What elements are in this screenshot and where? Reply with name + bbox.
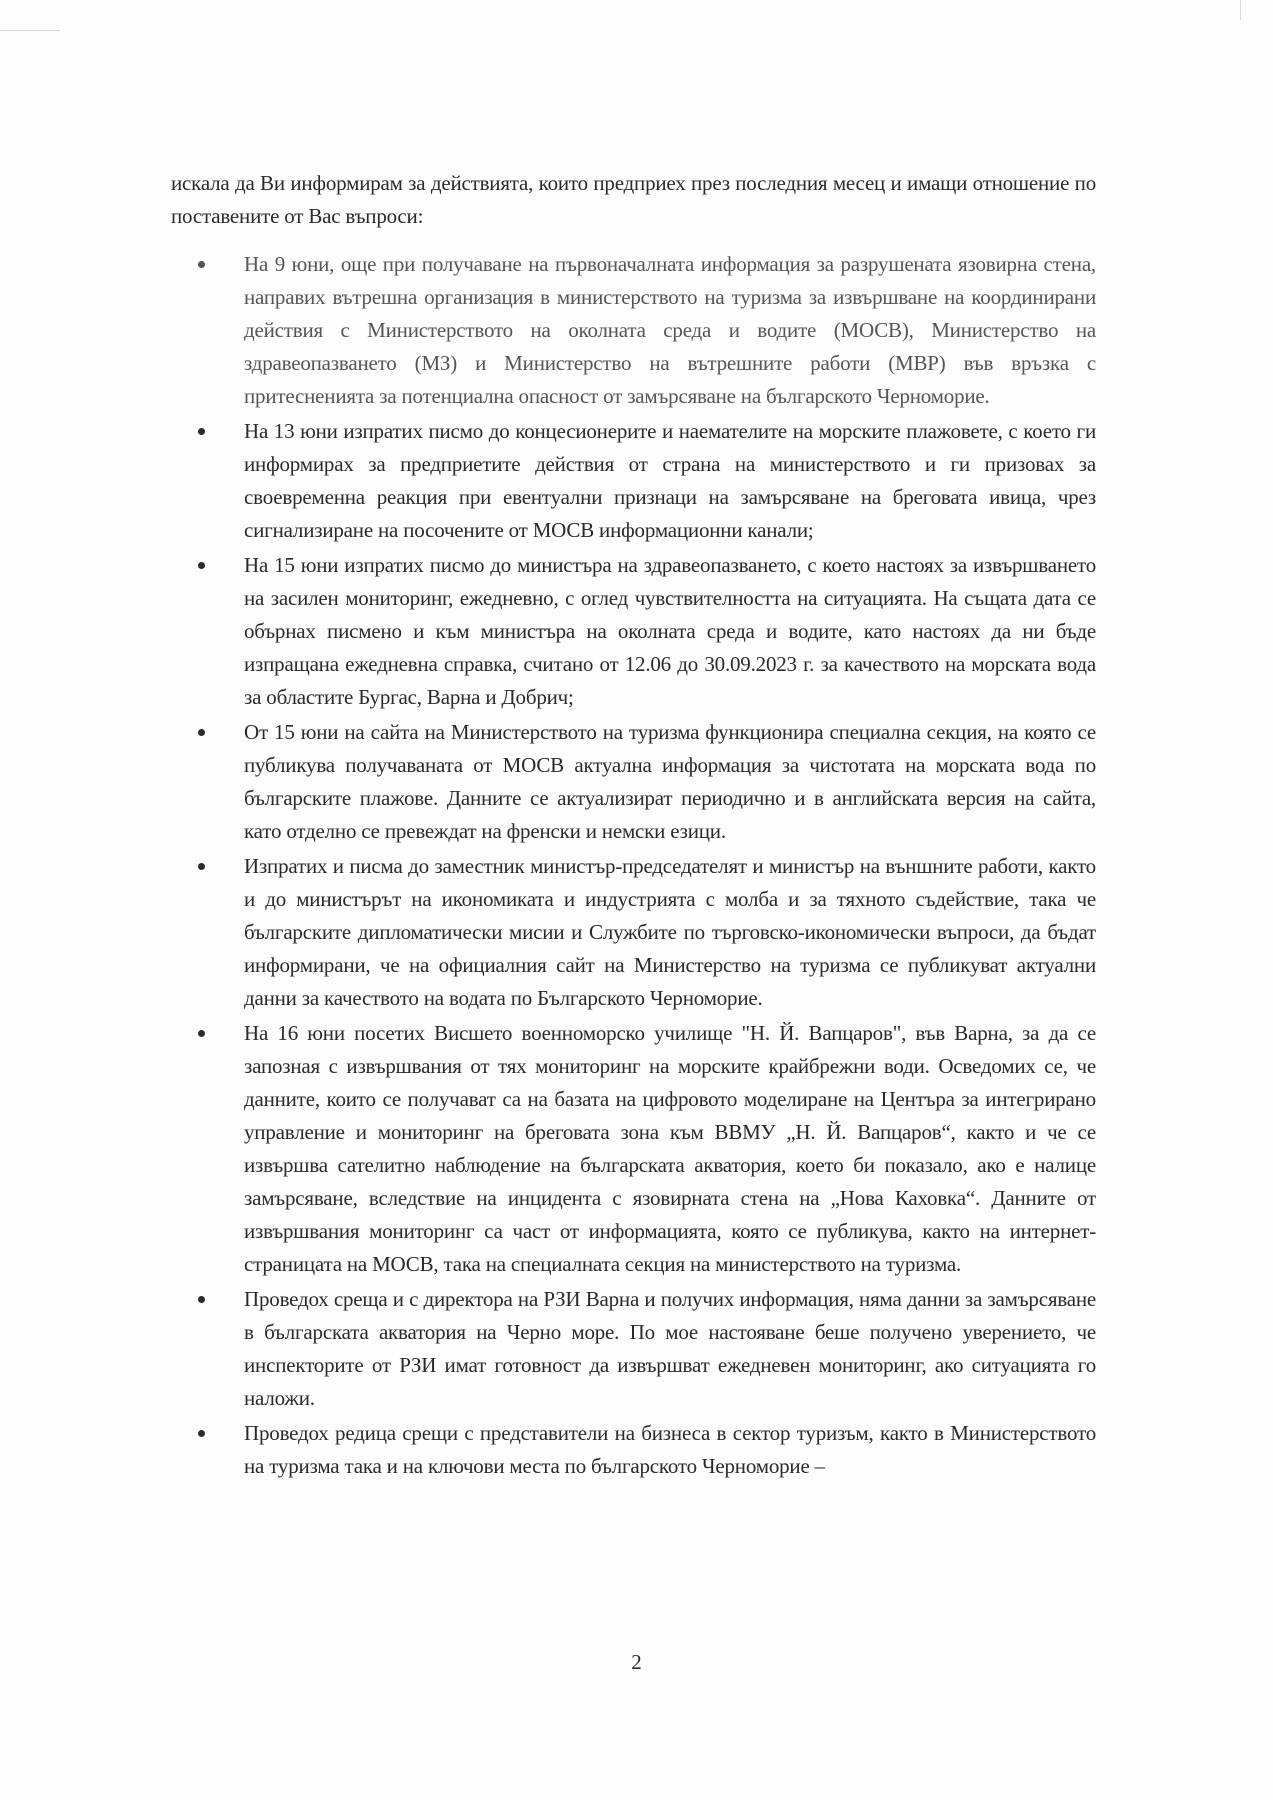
list-item [171, 850, 1096, 1015]
list-item-text: На 16 юни посетих Висшето военноморско училище "Н. Й. Вапцаров", във Варна, за да се запозная с извършвания от тях мониторинг на морските крайбрежни води. Осведомих се, че данните, които се получават са на базата на цифровото моделиране на Центъра за интегрирано управление и мониторинг на бреговата зона към ВВМУ „Н. Й. Вапцаров“, както и че се извършва сателитно наблюдение на българската акватория, което би показало, ако е налице замърсяване, вследствие на инцидента с язовирната стена на „Нова Каховка“. Данните от извършвания мониторинг са част от информацията, която се публикува, както на интернет-страницата на МОСВ, така на специалната секция на министерството на туризма. [244, 1021, 1096, 1276]
list-item [171, 1283, 1096, 1415]
list-item [171, 1017, 1096, 1281]
bullet-icon [198, 729, 205, 736]
list-item-text: На 15 юни изпратих писмо до министъра на здравеопазването, с което настоях за извършването на засилен мониторинг, ежедневно, с оглед чувствителността на ситуацията. На същата дата се обърнах писмено и към министъра на околната среда и водите, като настоях да ни бъде изпращана ежедневна справка, считано от 12.06 до 30.09.2023 г. за качеството на морската вода за областите Бургас, Варна и Добрич; [244, 553, 1096, 709]
scan-artifact-line [1240, 0, 1241, 20]
list-item-text: Проведох редица срещи с представители на бизнеса в сектор туризъм, както в Министерството на туризма така и на ключови места по българското Черноморие – [244, 1421, 1096, 1478]
page-number: 2 [631, 1650, 642, 1674]
bullet-icon [198, 1030, 205, 1037]
bullet-icon [198, 1430, 205, 1437]
bullet-icon [198, 863, 205, 870]
list-item [171, 549, 1096, 714]
bullet-icon [198, 261, 205, 268]
action-list [171, 248, 1096, 1485]
list-item [171, 248, 1096, 413]
scan-artifact-line [0, 30, 60, 31]
list-item-text: На 9 юни, още при получаване на първоначалната информация за разрушената язовирна стена, направих вътрешна организация в министерството на туризма за извършване на координирани действия с Министерството на околната среда и водите (МОСВ), Министерство на здравеопазването (МЗ) и Министерство на вътрешните работи (МВР) във връзка с притесненията за потенциална опасност от замърсяване на българското Черноморие. [244, 252, 1096, 408]
bullet-icon [198, 562, 205, 569]
list-item-text: На 13 юни изпратих писмо до концесионерите и наемателите на морските плажовете, с което ги информирах за предприетите действия от страна на министерството и ги призовах за своевременна реакция при евентуални признаци на замърсяване на бреговата ивица, чрез сигнализиране на посочените от МОСВ информационни канали; [244, 419, 1096, 542]
list-item-text: От 15 юни на сайта на Министерството на туризма функционира специална секция, на която се публикува получаваната от МОСВ актуална информация за чистотата на морската вода по българските плажове. Данните се актуализират периодично и в английската версия на сайта, като отделно се превеждат на френски и немски езици. [244, 720, 1096, 843]
list-item [171, 415, 1096, 547]
list-item [171, 1417, 1096, 1483]
list-item-text: Проведох среща и с директора на РЗИ Варна и получих информация, няма данни за замърсяване в българската акватория на Черно море. По мое настояване беше получено уверението, че инспекторите от РЗИ имат готовност да извършват ежедневен мониторинг, ако ситуацията го наложи. [244, 1287, 1096, 1410]
list-item-text: Изпратих и писма до заместник министър-председателят и министър на външните работи, както и до министърът на икономиката и индустрията с молба и за тяхното съдействие, така че българските дипломатически мисии и Службите по търговско-икономически въпроси, да бъдат информирани, че на официалния сайт на Министерство на туризма се публикуват актуални данни за качеството на водата по Българското Черноморие. [244, 854, 1096, 1010]
list-item [171, 716, 1096, 848]
bullet-icon [198, 428, 205, 435]
intro-paragraph: искала да Ви информирам за действията, които предприех през последния месец и имащи отношение по поставените от Вас въпроси: [171, 171, 1096, 228]
bullet-icon [198, 1296, 205, 1303]
